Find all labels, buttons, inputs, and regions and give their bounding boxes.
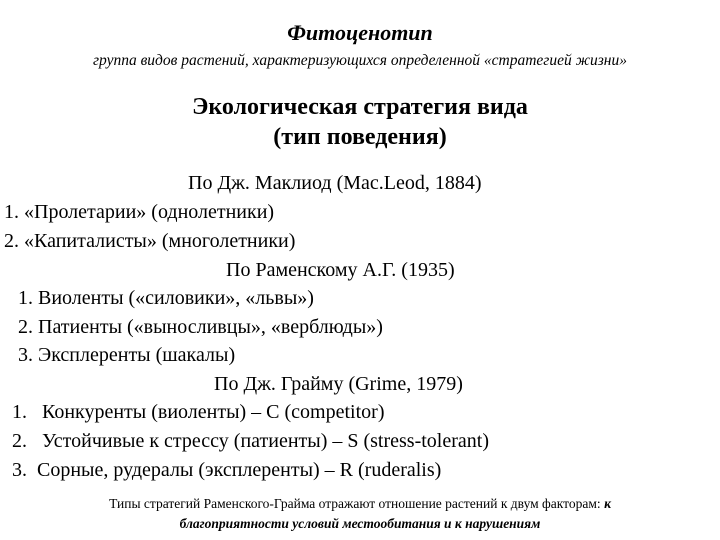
ramensky-item-1: 1. Виоленты («силовики», «львы») xyxy=(18,287,314,309)
footer-line1 xyxy=(0,496,720,512)
footer-text: Типы стратегий Раменского-Грайма отражают отношение растений к двум факторам: xyxy=(109,496,601,511)
page-subtitle: группа видов растений, характеризующихся определенной «стратегией жизни» xyxy=(92,52,627,69)
macleod-item-1: 1. «Пролетарии» (однолетники) xyxy=(4,201,275,223)
section-heading-line2: (тип поведения) xyxy=(273,124,447,150)
section-heading-line1: Экологическая стратегия вида xyxy=(192,94,528,120)
footer-emphasis: к xyxy=(604,496,611,511)
page-title: Фитоценотип xyxy=(287,20,433,45)
ramensky-item-2: 2. Патиенты («выносливцы», «верблюды») xyxy=(18,316,383,338)
ramensky-item-3: 3. Эксплеренты (шакалы) xyxy=(18,344,236,366)
grime-item-2: 2. Устойчивые к стрессу (патиенты) – S (stress-tolerant) xyxy=(12,430,489,452)
grime-author: По Дж. Грайму (Grime, 1979) xyxy=(214,373,463,395)
macleod-author: По Дж. Маклиод (Mac.Leod, 1884) xyxy=(188,172,482,194)
ramensky-author: По Раменскому А.Г. (1935) xyxy=(226,259,455,281)
footer-line2: благоприятности условий местообитания и к нарушениям xyxy=(179,516,541,531)
macleod-item-2: 2. «Капиталисты» (многолетники) xyxy=(4,230,296,252)
grime-item-1: 1. Конкуренты (виоленты) – C (competitor) xyxy=(12,401,385,423)
grime-item-3: 3. Сорные, рудералы (эксплеренты) – R (ruderalis) xyxy=(12,459,442,481)
